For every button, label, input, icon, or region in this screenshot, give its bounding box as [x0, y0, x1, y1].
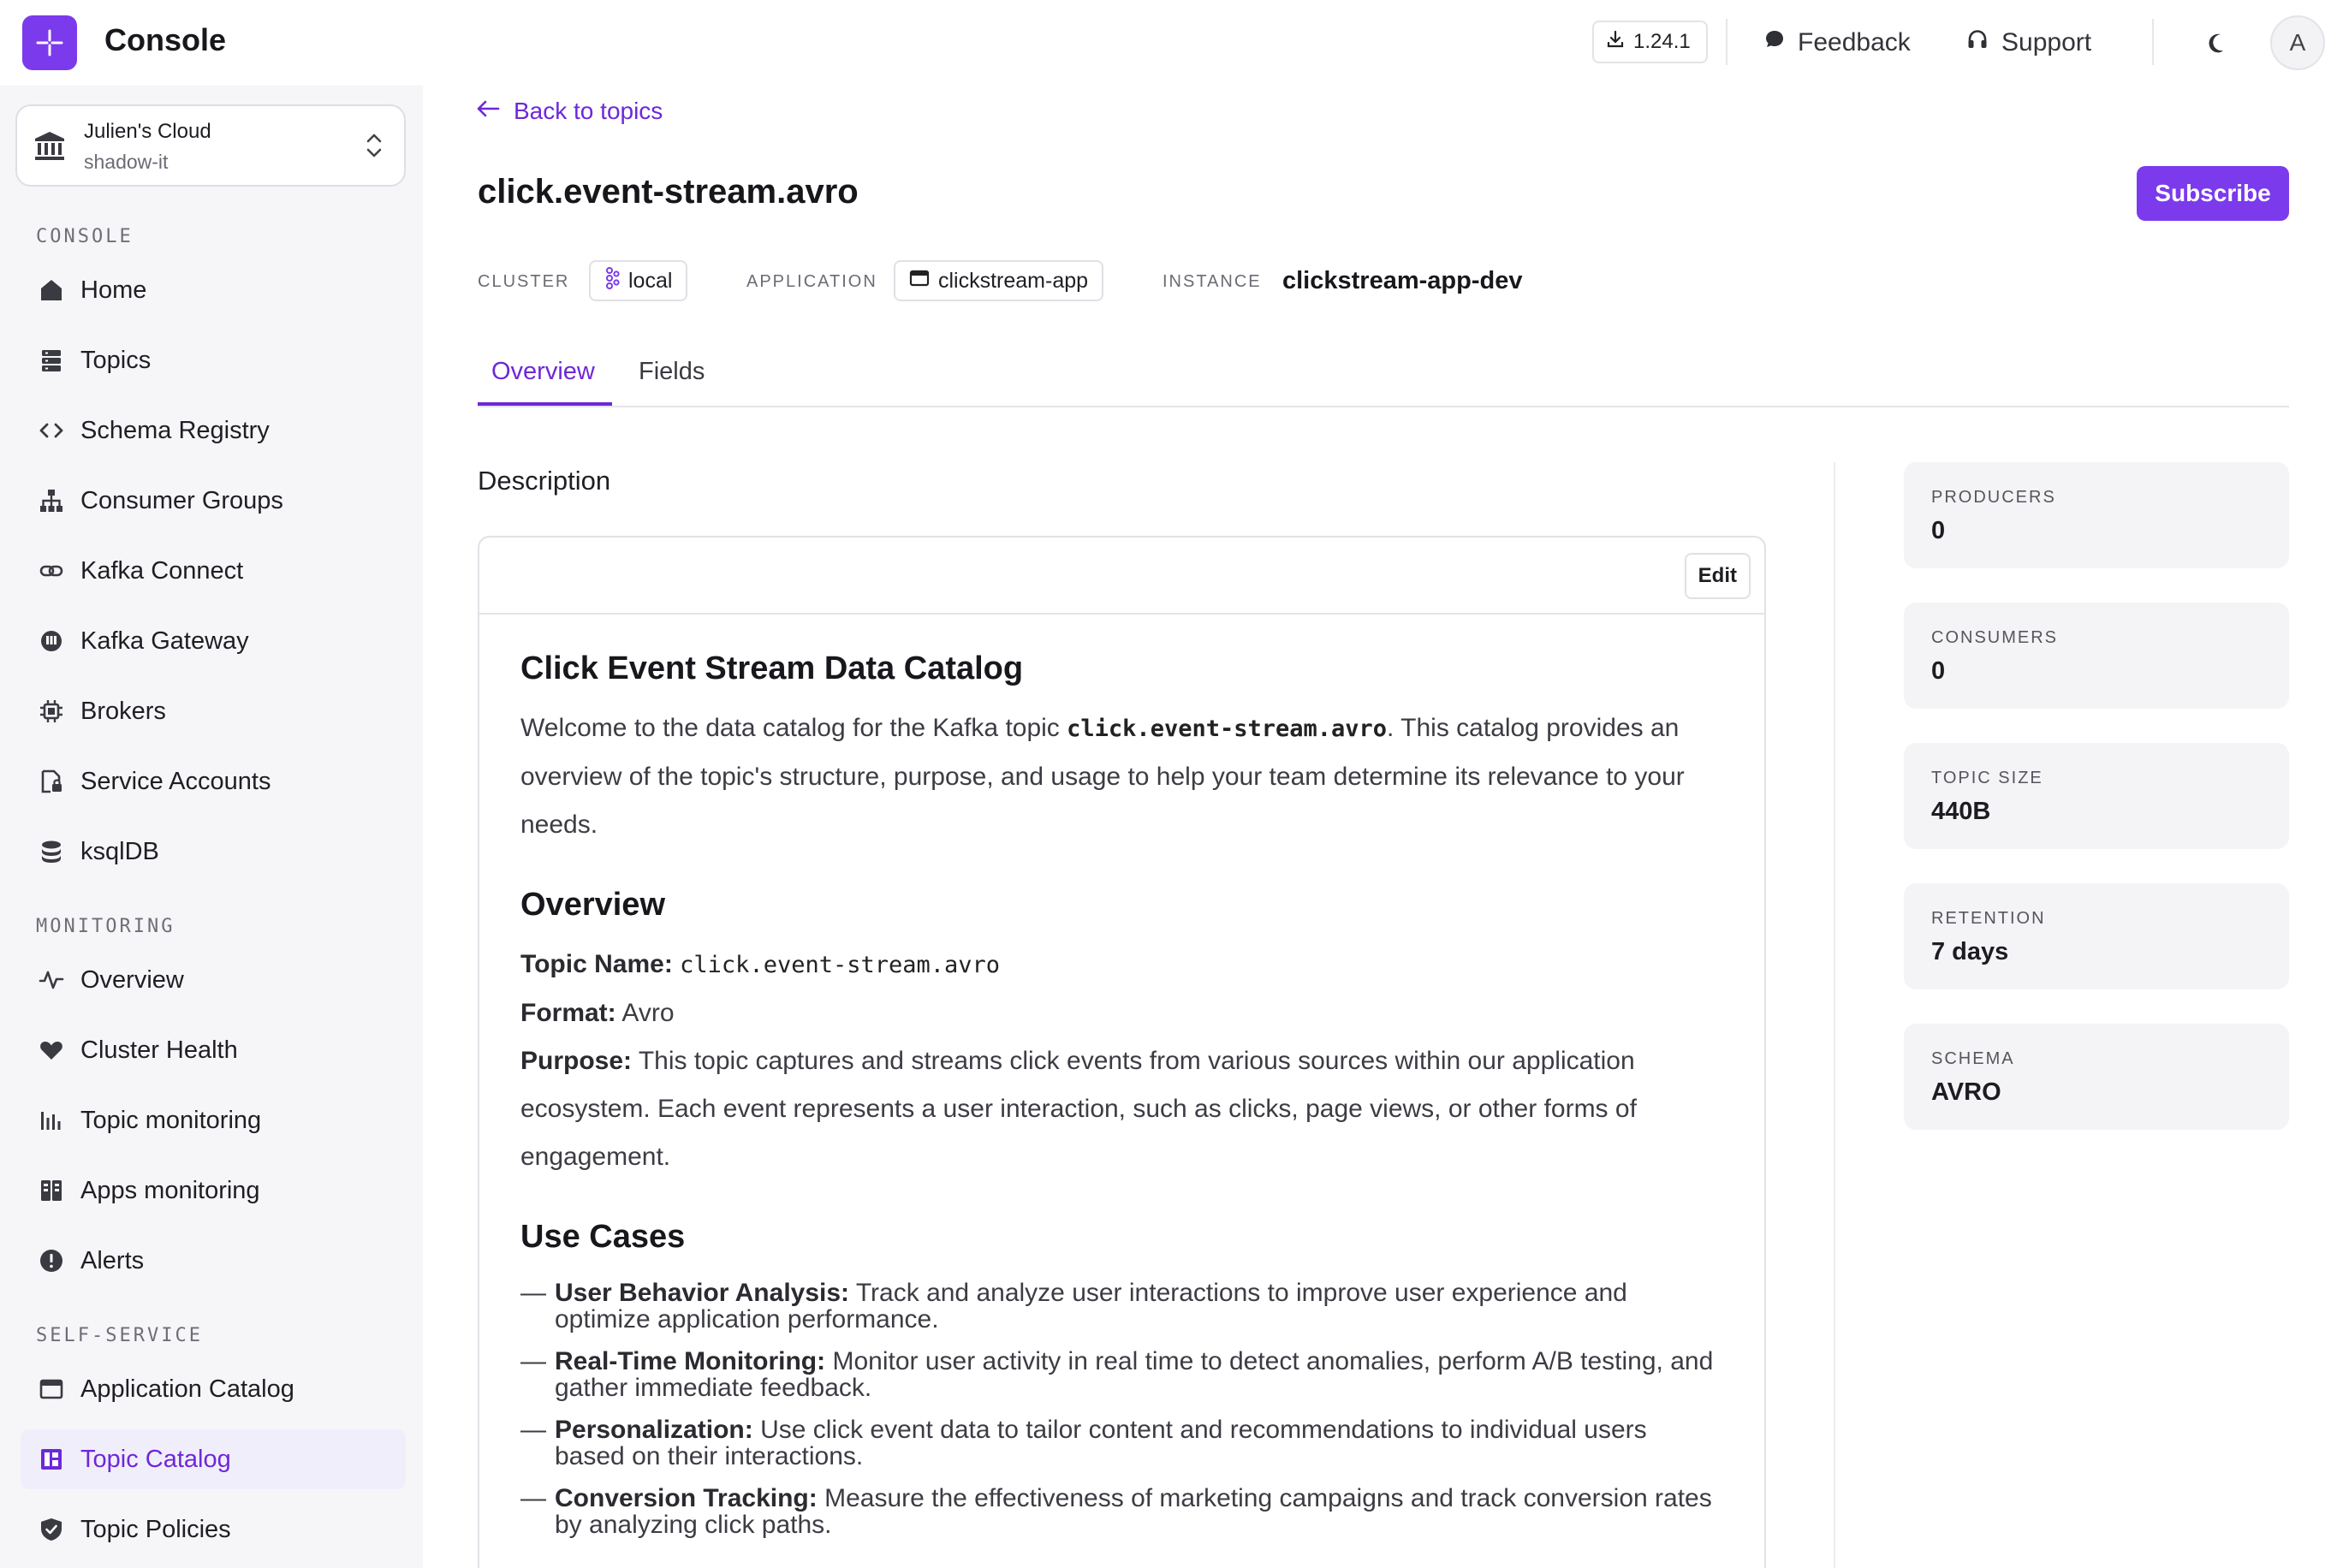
topic-name-line: [520, 941, 1719, 989]
format-line: [520, 989, 1719, 1037]
window-icon: [909, 269, 930, 294]
sidebar-item-label: Kafka Gateway: [80, 627, 249, 655]
subscribe-button[interactable]: Subscribe: [2137, 166, 2289, 221]
application-label: APPLICATION: [746, 272, 877, 291]
list-item: — Personalization: Use click event data to tailor content and recommendations to individual users based on their interactions.: [520, 1416, 1647, 1470]
topic-name-value: click.event-stream.avro: [680, 952, 1001, 978]
content-divider: [1834, 462, 1835, 1568]
cluster-tag[interactable]: [589, 260, 687, 301]
activity-icon: [21, 967, 75, 993]
purpose-line: [520, 1037, 1719, 1181]
window-icon: [21, 1376, 75, 1402]
instance-label: INSTANCE: [1163, 272, 1262, 291]
stat-label: PRODUCERS: [1931, 488, 2056, 507]
console-logo-icon[interactable]: [22, 15, 77, 70]
stat-value: 7 days: [1931, 938, 2009, 965]
doc-title: Click Event Stream Data Catalog: [520, 650, 1024, 686]
doc-intro: [520, 704, 1719, 849]
sidebar-item-topic-monitoring[interactable]: [21, 1090, 406, 1150]
purpose-label: Purpose:: [520, 1047, 633, 1075]
edit-button[interactable]: Edit: [1685, 553, 1751, 599]
description-content: [520, 650, 1719, 1553]
feedback-label: Feedback: [1798, 28, 1911, 56]
sidebar-item-brokers[interactable]: [21, 681, 406, 741]
heart-icon: [21, 1037, 75, 1063]
chip-icon: [21, 698, 75, 724]
use-case-text: Measure the effectiveness of marketing campaigns and track conversion rates by analyzing click paths.: [555, 1484, 1712, 1539]
sidebar-item-label: Kafka Connect: [80, 556, 244, 585]
stat-label: SCHEMA: [1931, 1049, 2015, 1068]
sidebar-item-label: Service Accounts: [80, 767, 271, 795]
feedback-button[interactable]: [1763, 22, 1911, 63]
tab-overview[interactable]: Overview: [491, 358, 595, 385]
database-icon: [21, 839, 75, 864]
org-subtitle: shadow-it: [84, 151, 169, 173]
app-title: Console: [104, 22, 227, 57]
bank-icon: [33, 128, 67, 167]
section-label-console: CONSOLE: [36, 226, 134, 247]
sidebar: [0, 86, 423, 1568]
sidebar-item-label: Application Catalog: [80, 1375, 294, 1403]
sidebar-item-label: Overview: [80, 965, 184, 994]
bar-chart-icon: [21, 1108, 75, 1133]
stat-value: 0: [1931, 657, 1946, 685]
service-account-icon: [21, 769, 75, 794]
description-toolbar: [479, 538, 1764, 615]
use-case-title: User Behavior Analysis:: [555, 1279, 850, 1307]
home-icon: [21, 277, 75, 303]
code-icon: [21, 418, 75, 443]
stat-card-schema: [1904, 1024, 2289, 1130]
sidebar-item-home[interactable]: [21, 260, 406, 320]
use-case-title: Real-Time Monitoring:: [555, 1347, 826, 1375]
sidebar-item-label: Brokers: [80, 697, 166, 725]
alert-icon: [21, 1248, 75, 1274]
application-tag[interactable]: [894, 260, 1103, 301]
list-item: — User Behavior Analysis: Track and analyze user interactions to improve user experience and optimize application performance.: [520, 1279, 1627, 1333]
cluster-label: CLUSTER: [478, 272, 570, 291]
use-cases-heading: Use Cases: [520, 1219, 686, 1255]
sidebar-item-overview[interactable]: [21, 950, 406, 1010]
sidebar-item-label: Alerts: [80, 1246, 145, 1274]
stat-value: 0: [1931, 517, 1946, 544]
intro-text: Welcome to the data catalog for the Kafka topic: [520, 714, 1067, 742]
moon-icon[interactable]: [2197, 22, 2238, 63]
tab-fields[interactable]: Fields: [639, 358, 705, 385]
gateway-icon: [21, 628, 75, 654]
sidebar-item-service-accounts[interactable]: [21, 751, 406, 811]
cluster-value: local: [628, 268, 673, 293]
sidebar-item-label: Apps monitoring: [80, 1176, 260, 1204]
use-case-text: Monitor user activity in real time to detect anomalies, perform A/B testing, and gather immediate feedback.: [555, 1347, 1714, 1402]
stat-label: RETENTION: [1931, 909, 2046, 928]
hierarchy-icon: [21, 488, 75, 514]
application-value: clickstream-app: [938, 268, 1089, 293]
sidebar-item-label: Home: [80, 276, 147, 304]
org-name: Julien's Cloud: [84, 120, 211, 143]
overview-heading: Overview: [520, 887, 665, 923]
headphones-icon: [1965, 27, 1989, 58]
stat-label: CONSUMERS: [1931, 628, 2059, 647]
version-label: 1.24.1: [1633, 30, 1691, 53]
sidebar-item-label: Consumer Groups: [80, 486, 283, 514]
stat-label: TOPIC SIZE: [1931, 769, 2043, 787]
description-heading: Description: [478, 466, 611, 496]
user-avatar[interactable]: A: [2270, 15, 2325, 70]
sidebar-item-label: Schema Registry: [80, 416, 270, 444]
sidebar-item-topics[interactable]: [21, 330, 406, 390]
catalog-icon: [21, 1446, 75, 1472]
sidebar-item-topic-policies[interactable]: [21, 1500, 406, 1559]
back-link-label: Back to topics: [514, 98, 663, 124]
use-case-title: Personalization:: [555, 1416, 753, 1444]
topics-icon: [21, 347, 75, 373]
org-switcher[interactable]: [15, 104, 406, 187]
connect-icon: [21, 558, 75, 584]
sidebar-item-cluster-health[interactable]: [21, 1020, 406, 1080]
shield-icon: [21, 1517, 75, 1542]
active-tab-indicator: [478, 402, 612, 406]
sidebar-item-consumer-groups[interactable]: [21, 471, 406, 531]
use-case-text: Use click event data to tailor content and recommendations to individual users based on their interactions.: [555, 1416, 1647, 1470]
sidebar-item-label: Topic monitoring: [80, 1106, 262, 1134]
sidebar-item-label: ksqlDB: [80, 837, 159, 865]
sidebar-item-label: Topics: [80, 346, 152, 374]
kafka-icon: [604, 267, 620, 295]
top-bar: [0, 0, 2337, 86]
sidebar-item-label: Cluster Health: [80, 1036, 238, 1064]
chevron-up-down-icon: [361, 128, 387, 167]
use-case-text: Track and analyze user interactions to improve user experience and optimize application performance.: [555, 1279, 1627, 1333]
sidebar-item-ksqldb[interactable]: [21, 822, 406, 882]
stat-card-producers: [1904, 462, 2289, 568]
back-to-topics-link[interactable]: [476, 98, 663, 125]
chat-bubble-icon: [1763, 28, 1786, 57]
sidebar-item-application-catalog[interactable]: [21, 1359, 406, 1419]
sidebar-item-label: Topic Catalog: [80, 1445, 231, 1473]
instance-value: clickstream-app-dev: [1282, 267, 1523, 294]
sidebar-item-topic-catalog[interactable]: [21, 1429, 406, 1489]
sidebar-item-schema-registry[interactable]: [21, 401, 406, 460]
section-label-self-service: SELF-SERVICE: [36, 1325, 203, 1346]
support-label: Support: [2001, 28, 2092, 56]
tab-bar: [478, 342, 2289, 407]
sidebar-item-alerts[interactable]: [21, 1231, 406, 1291]
stat-value: 440B: [1931, 798, 1991, 825]
list-item: — Real-Time Monitoring: Monitor user activity in real time to detect anomalies, perform A/B testing, and gather immediate feedback.: [520, 1347, 1714, 1402]
stat-card-consumers: [1904, 603, 2289, 709]
stat-card-retention: [1904, 883, 2289, 989]
grid-icon: [21, 1178, 75, 1203]
purpose-value: This topic captures and streams click events from various sources within our application ecosystem. Each event represents a user interaction, such as clicks, page views, or other forms of engagement.: [520, 1047, 1637, 1171]
stat-card-topic-size: [1904, 743, 2289, 849]
stat-value: AVRO: [1931, 1078, 2001, 1106]
sidebar-item-apps-monitoring[interactable]: [21, 1161, 406, 1221]
sidebar-item-label: Topic Policies: [80, 1515, 231, 1543]
list-item: — Conversion Tracking: Measure the effectiveness of marketing campaigns and track conversion rates by analyzing click paths.: [520, 1484, 1712, 1539]
sidebar-item-kafka-gateway[interactable]: [21, 611, 406, 671]
arrow-left-icon: [476, 98, 500, 125]
version-button[interactable]: [1592, 21, 1708, 63]
header-divider: [2152, 19, 2154, 65]
format-value: Avro: [621, 999, 675, 1027]
page-title: click.event-stream.avro: [478, 173, 859, 211]
support-button[interactable]: [1965, 22, 2091, 63]
sidebar-item-kafka-connect[interactable]: [21, 541, 406, 601]
description-card: [478, 536, 1766, 1568]
download-icon: [1606, 30, 1625, 55]
topic-name-label: Topic Name:: [520, 950, 673, 978]
header-divider: [1726, 19, 1727, 65]
intro-text: . This catalog provides an overview of the topic's structure, purpose, and usage to help your team determine its relevance to your needs.: [520, 714, 1685, 839]
format-label: Format:: [520, 999, 616, 1027]
intro-code: click.event-stream.avro: [1067, 716, 1388, 742]
use-case-title: Conversion Tracking:: [555, 1484, 818, 1512]
section-label-monitoring: MONITORING: [36, 916, 175, 937]
